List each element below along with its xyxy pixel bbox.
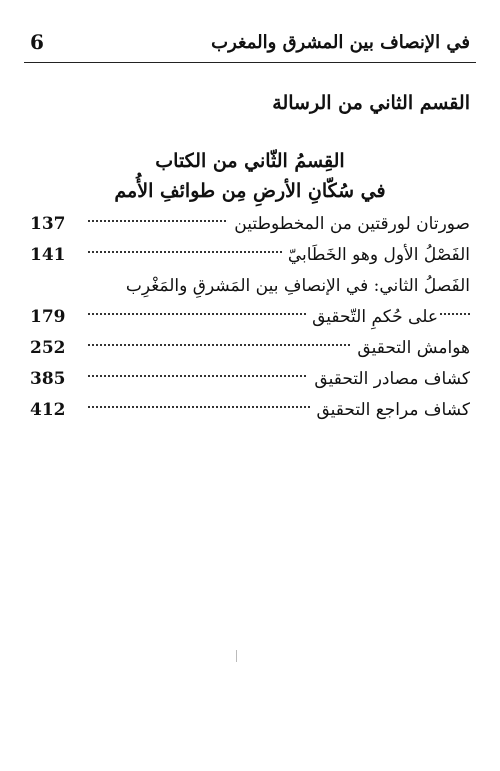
toc-entry — [30, 241, 470, 272]
toc-entry-page: 385 — [30, 369, 66, 389]
page-number: 6 — [30, 30, 44, 54]
page-header — [24, 28, 476, 63]
part-title-line-2: في سُكّانِ الأرضِ مِن طوائفِ الأُمم — [114, 180, 386, 202]
toc-entry — [30, 272, 470, 303]
print-mark — [236, 650, 237, 662]
toc-entry-label: صورتان لورقتين من المخطوطتين — [228, 214, 470, 234]
toc-entry-page: 137 — [30, 214, 66, 234]
toc-entry-label: كشاف مصادر التحقيق — [308, 369, 470, 389]
toc-entry — [30, 210, 470, 241]
toc-entry-page: 412 — [30, 400, 66, 420]
part-title-line-1: القِسمُ الثّاني من الكتاب — [155, 150, 345, 172]
running-title: في الإنصاف بين المشرق والمغرب — [211, 32, 470, 53]
toc-entry — [30, 365, 470, 396]
toc-entry-page: 252 — [30, 338, 66, 358]
toc-entry — [30, 303, 470, 334]
toc-entry-label: كشاف مراجع التحقيق — [310, 400, 470, 420]
toc-entry — [30, 396, 470, 427]
toc-entry-page: 179 — [30, 307, 66, 327]
toc-entry — [30, 334, 470, 365]
toc-entry-page: 141 — [30, 245, 66, 265]
part-title — [0, 146, 500, 206]
toc-entry-label: الفَصْلُ الأول وهو الخَطَابيّ — [282, 245, 470, 265]
toc-entry-label: على حُكمِ التّحقيق — [306, 307, 438, 327]
toc-entry-label: الفَصلُ الثاني: في الإنصافِ بين المَشرقِ والمَغْرِب — [125, 276, 470, 296]
section-heading: القسم الثاني من الرسالة — [272, 92, 470, 114]
table-of-contents — [30, 210, 470, 427]
toc-entry-label: هوامش التحقيق — [351, 338, 470, 358]
